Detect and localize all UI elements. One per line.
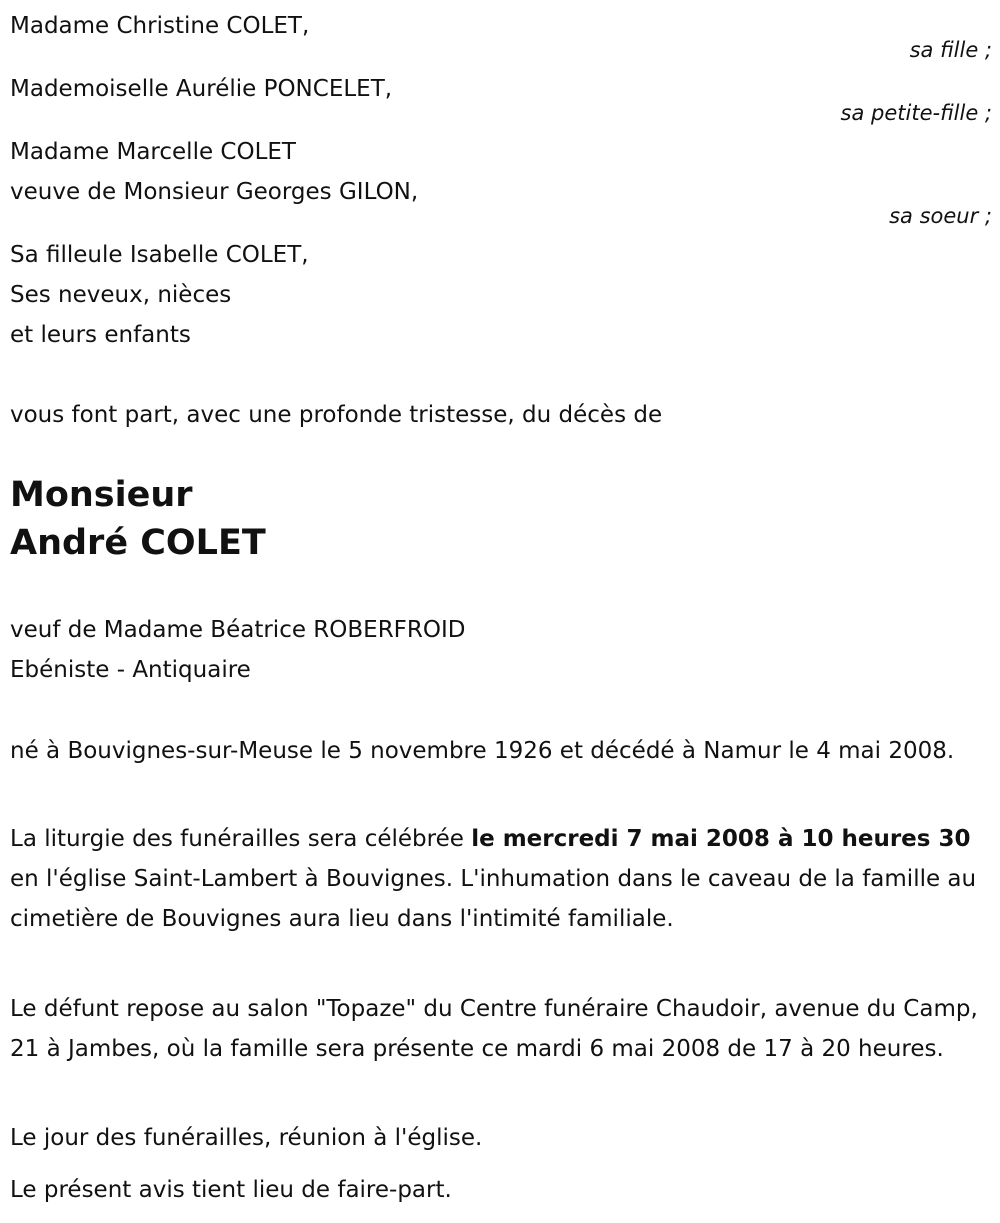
family-nephews: Ses neveux, nièces — [10, 282, 232, 308]
liturgy-text-before: La liturgie des funérailles sera célébrée — [10, 826, 472, 852]
family-children: et leurs enfants — [10, 322, 191, 348]
deceased-title: Monsieur — [10, 475, 193, 515]
family-daughter-relation: sa fille ; — [909, 38, 992, 62]
family-granddaughter-name: Mademoiselle Aurélie PONCELET, — [10, 76, 393, 102]
family-sister-widow-of: veuve de Monsieur Georges GILON, — [10, 179, 419, 205]
family-sister-relation: sa soeur ; — [889, 204, 992, 228]
family-daughter-name: Madame Christine COLET, — [10, 13, 310, 39]
deceased-profession: Ebéniste - Antiquaire — [10, 657, 251, 683]
liturgy-text-after: en l'église Saint-Lambert à Bouvignes. L'inhumation dans le caveau de la famille au cimetière de Bouvignes aura lieu dans l'intimité familiale. — [10, 866, 977, 932]
notice-paragraph: Le présent avis tient lieu de faire-part. — [10, 1177, 452, 1203]
deceased-name: André COLET — [10, 523, 266, 563]
liturgy-date-time: le mercredi 7 mai 2008 à 10 heures 30 — [471, 826, 971, 852]
liturgy-paragraph — [10, 819, 980, 939]
deceased-widower-of: veuf de Madame Béatrice ROBERFROID — [10, 617, 466, 643]
family-sister-name: Madame Marcelle COLET — [10, 139, 296, 165]
announcement-text: vous font part, avec une profonde tristesse, du décès de — [10, 402, 663, 428]
birth-death-paragraph: né à Bouvignes-sur-Meuse le 5 novembre 1926 et décédé à Namur le 4 mai 2008. — [10, 738, 955, 764]
family-goddaughter: Sa filleule Isabelle COLET, — [10, 242, 309, 268]
family-granddaughter-relation: sa petite-fille ; — [840, 101, 992, 125]
repose-paragraph: Le défunt repose au salon "Topaze" du Centre funéraire Chaudoir, avenue du Camp, 21 à Jambes, où la famille sera présente ce mardi 6 mai 2008 de 17 à 20 heures. — [10, 996, 978, 1062]
meeting-paragraph: Le jour des funérailles, réunion à l'église. — [10, 1125, 483, 1151]
